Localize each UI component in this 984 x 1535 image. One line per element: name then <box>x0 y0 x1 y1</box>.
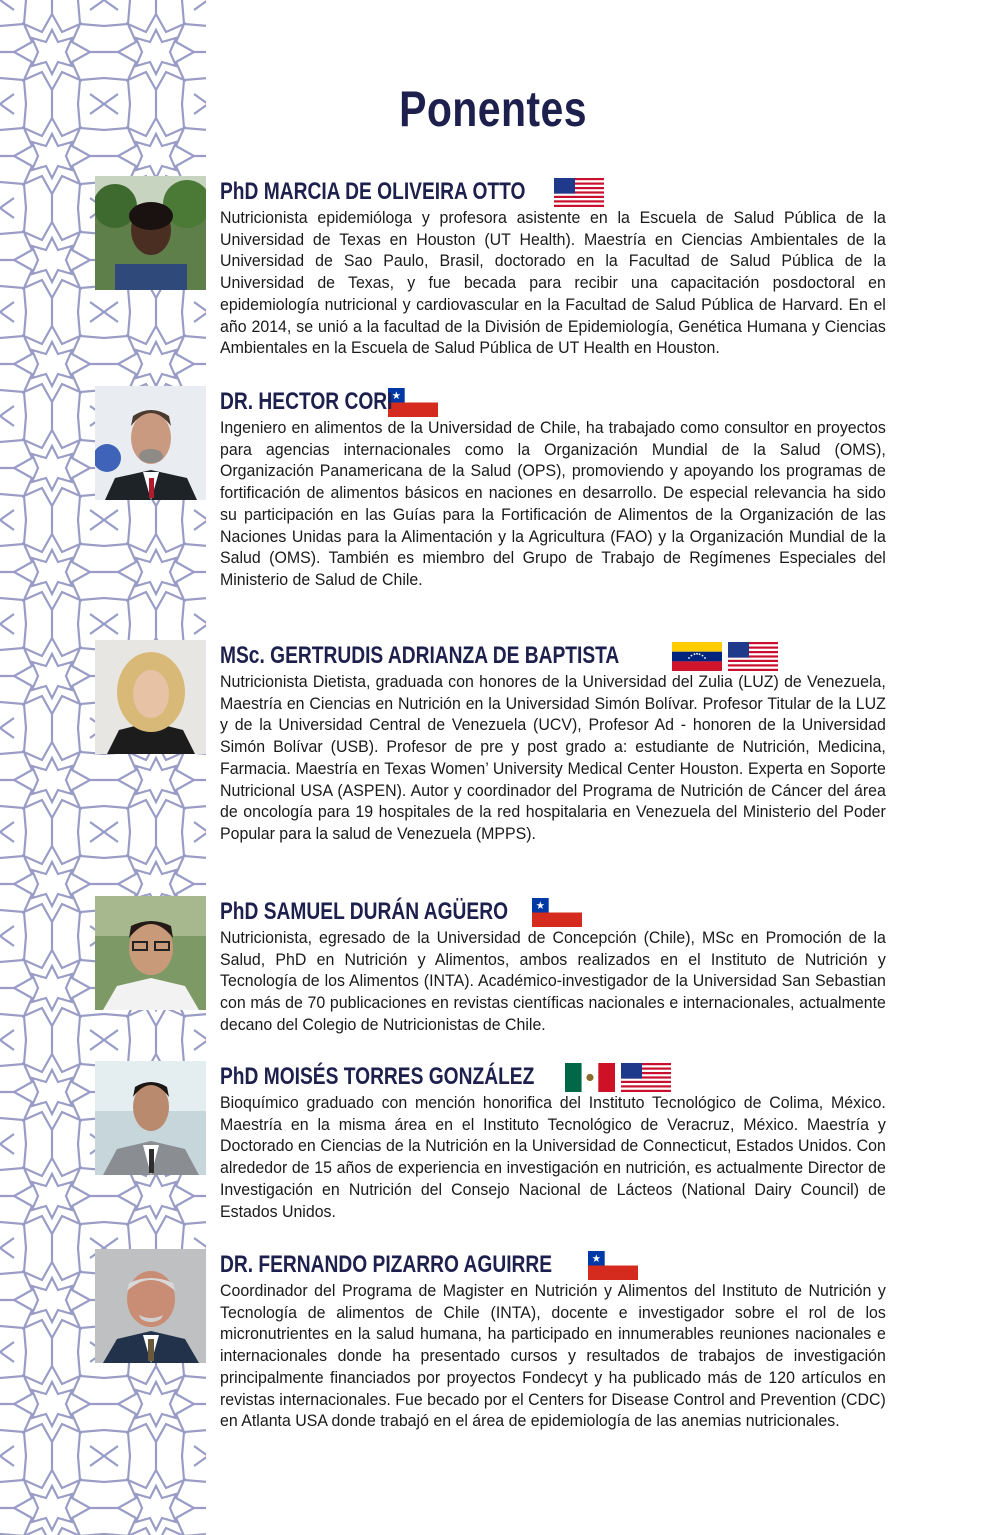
speaker-bio: Nutricionista Dietista, graduada con honores de la Universidad del Zulia (LUZ) de Venezuela, Maestría en Ciencias en Nutrición en la Universidad Simón Bolívar. Profesor Titular de la LUZ y de la Universidad Central de Venezuela (UCV), Profesor Ad - honoren de la Universidad Simón Bolívar (USB). Profesor de pre y post grado a: estudiante de Nutrición, Medicina, Farmacia. Maestría en Texas Women’ University Medical Center Houston. Experta en Soporte Nutricional USA (ASPEN). Autor y coordinador del Programa de Nutrición de Cáncer del área de oncología para 19 hospitales de la red hospitalaria en Venezuela del Ministerio del Poder Popular para la salud de Venezuela (MPPS). <box>220 673 886 843</box>
usa-flag-icon <box>554 178 604 207</box>
speaker-bio: Ingeniero en alimentos de la Universidad de Chile, ha trabajado como consultor en proyectos para agencias internacionales como la Organización Mundial de la Salud (OMS), Organización Panamericana de la Salud (OPS), promoviendo y apoyando los programas de fortificación de alimentos básicos en naciones en desarrollo. De especial relevancia ha sido su participación en las Guías para la Fortificación de Alimentos de la Organización de las Naciones Unidas para la Alimentación y la Agricultura (FAO) y la Organización Mundial de la Salud (OMS). También es miembro del Grupo de Trabajo de Regímenes Especiales del Ministerio de Salud de Chile. <box>220 419 886 589</box>
speaker-bio: Nutricionista, egresado de la Universidad de Concepción (Chile), MSc en Promoción de la Salud, PhD en Nutrición y Alimentos, ambos realizados en el Instituto de Nutrición y Tecnología de los Alimentos (INTA). Académico-investigador de la Universidad San Sebastian con más de 70 publicaciones en revistas científicas nacionales e internacionales, actualmente decano del Colegio de Nutricionistas de Chile. <box>220 929 886 1034</box>
speaker-name: DR. HECTOR CORI <box>220 388 393 415</box>
speaker-photo <box>95 176 206 290</box>
usa-flag-icon <box>728 642 778 671</box>
speaker-name: PhD MARCIA DE OLIVEIRA OTTO <box>220 178 526 205</box>
speaker-name: MSc. GERTRUDIS ADRIANZA DE BAPTISTA <box>220 642 620 669</box>
speaker-name: PhD MOISÉS TORRES GONZÁLEZ <box>220 1063 535 1090</box>
chile-flag-icon <box>388 388 438 417</box>
speaker-photo <box>95 1249 206 1363</box>
chile-flag-icon <box>532 898 582 927</box>
speaker-photo <box>95 386 206 500</box>
page-title: Ponentes <box>399 81 587 137</box>
speaker-name: DR. FERNANDO PIZARRO AGUIRRE <box>220 1251 553 1278</box>
chile-flag-icon <box>588 1251 638 1280</box>
speaker-bio: Bioquímico graduado con mención honorifica del Instituto Tecnológico de Colima, México. Maestría en la misma área en el Instituto Tecnológico de Veracruz, México. Maestría y Doctorado en Ciencias de la Nutrición en la Universidad de Connecticut, Estados Unidos. Con alrededor de 15 años de experiencia en investigación en nutrición, es actualmente Director de Investigación en Nutrición del Consejo Nacional de Lácteos (National Dairy Council) de Estados Unidos. <box>220 1094 886 1221</box>
speaker-name: PhD SAMUEL DURÁN AGÜERO <box>220 898 509 925</box>
usa-flag-icon <box>621 1063 671 1092</box>
venezuela-flag-icon <box>672 642 722 671</box>
speaker-photo <box>95 896 206 1010</box>
speaker-photo <box>95 640 206 754</box>
speaker-bio: Nutricionista epidemióloga y profesora asistente en la Escuela de Salud Pública de la Universidad de Texas en Houston (UT Health). Maestría en Ciencias Ambientales de la Universidad de Sao Paulo, Brasil, doctorado en la Facultad de Salud Pública de la Universidad de Texas, y fue becada para recibir una capacitación posdoctoral en epidemiología nutricional y cardiovascular en la Facultad de Salud Pública de Harvard. En el año 2014, se unió a la facultad de la División de Epidemiología, Genética Humana y Ciencias Ambientales en la Escuela de Salud Pública de UT Health en Houston. <box>220 209 886 358</box>
speaker-photo <box>95 1061 206 1175</box>
speaker-bio: Coordinador del Programa de Magister en Nutrición y Alimentos del Instituto de Nutrición y Tecnología de alimentos de Chile (INTA), docente e investigador sobre el rol de los micronutrientes en la salud humana, ha participado en innumerables reuniones nacionales e internacionales donde ha presentado cursos y resultados de trabajos de investigación principalmente financiados por proyectos Fondecyt y ha publicado más de 120 artículos en revistas internacionales. Fue becado por el Centers for Disease Control and Prevention (CDC) en Atlanta USA donde trabajó en el área de epidemiología de las anemias nutricionales. <box>220 1282 886 1431</box>
mexico-flag-icon <box>565 1063 615 1092</box>
